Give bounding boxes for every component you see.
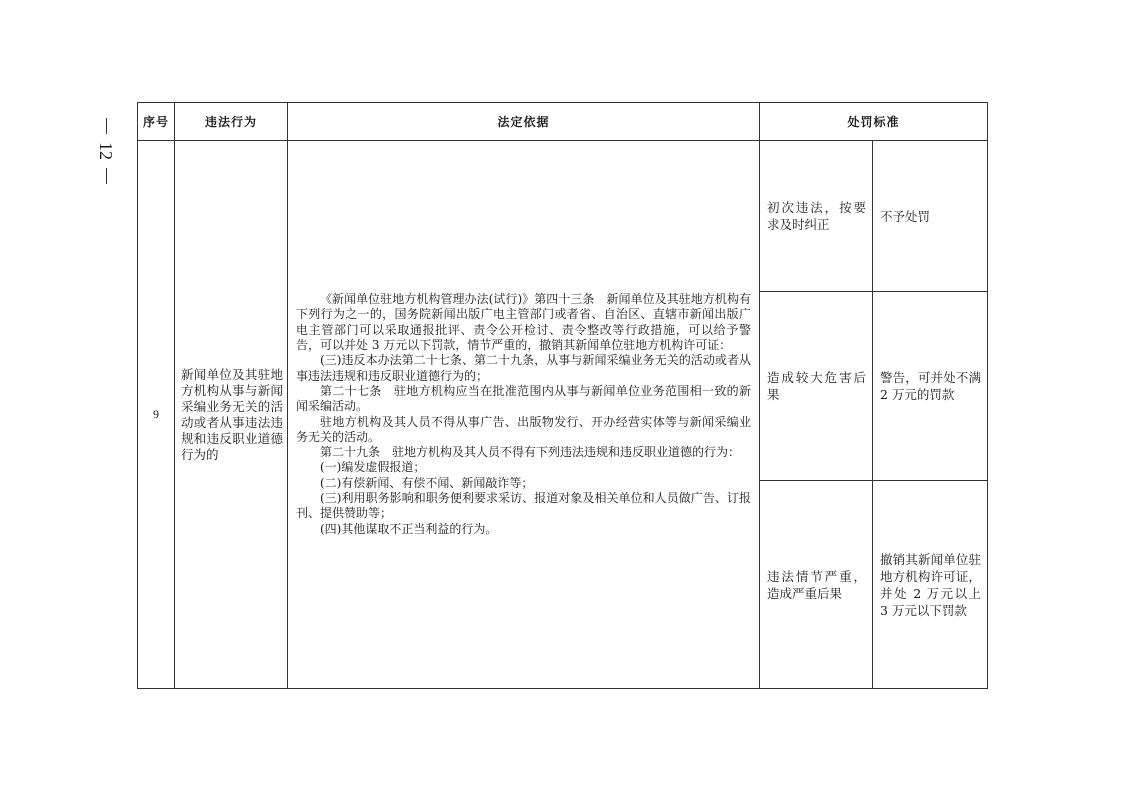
penalty-condition: 初次违法，按要求及时纠正 xyxy=(760,141,873,292)
law-paragraph: 《新闻单位驻地方机构管理办法(试行)》第四十三条 新闻单位及其驻地方机构有下列行为之一的，国务院新闻出版广电主管部门或者省、自治区、直辖市新闻出版广电主管部门可以采取通报批评、责令公开检讨、责令整改等行政措施，可以给予警告，可以并处 3 万元以下罚款，情节严重的，撤销其新闻单位驻地方机构许可证： xyxy=(296,292,751,353)
penalty-condition: 造成较大危害后果 xyxy=(760,292,873,481)
law-paragraph: (三)利用职务影响和职务便利要求采访、报道对象及相关单位和人员做广告、订报刊、提供赞助等； xyxy=(296,490,751,521)
law-paragraph: (三)违反本办法第二十七条、第二十九条，从事与新闻采编业务无关的活动或者从事违法违规和违反职业道德行为的； xyxy=(296,353,751,383)
penalty-standard: 警告，可并处不满 2 万元的罚款 xyxy=(873,292,988,481)
header-seq: 序号 xyxy=(138,103,175,141)
law-paragraph: 驻地方机构及其人员不得从事广告、出版物发行、开办经营实体等与新闻采编业务无关的活动。 xyxy=(296,414,751,444)
page-number-text: 12 xyxy=(96,142,116,160)
row-seq: 9 xyxy=(138,141,175,689)
page-number-dash-top xyxy=(106,118,107,134)
penalty-standard: 不予处罚 xyxy=(873,141,988,292)
penalty-table xyxy=(137,102,988,689)
law-paragraph: 第二十九条 驻地方机构及其人员不得有下列违法违规和违反职业道德的行为： xyxy=(320,445,741,460)
header-law: 法定依据 xyxy=(288,103,760,141)
law-paragraph: 第二十七条 驻地方机构应当在批准范围内从事与新闻单位业务范围相一致的新闻采编活动。 xyxy=(296,383,751,414)
law-paragraph: (四)其他谋取不正当利益的行为。 xyxy=(320,521,498,536)
table-row xyxy=(138,141,988,292)
table-header-row xyxy=(138,103,988,141)
page-number-dash-bottom xyxy=(106,168,107,184)
row-legal-basis xyxy=(288,141,760,689)
header-act: 违法行为 xyxy=(175,103,288,141)
page-number xyxy=(95,118,117,208)
penalty-standard: 撤销其新闻单位驻地方机构许可证，并处 2 万元以上 3 万元以下罚款 xyxy=(873,481,988,689)
header-penalty: 处罚标准 xyxy=(760,103,988,141)
row-violation: 新闻单位及其驻地方机构从事与新闻采编业务无关的活动或者从事违法违规和违反职业道德行为的 xyxy=(175,141,288,689)
law-paragraph: (二)有偿新闻、有偿不闻、新闻敲诈等； xyxy=(320,475,534,490)
penalty-condition: 违法情节严重，造成严重后果 xyxy=(760,481,873,689)
law-paragraph: (一)编发虚假报道； xyxy=(320,460,426,475)
